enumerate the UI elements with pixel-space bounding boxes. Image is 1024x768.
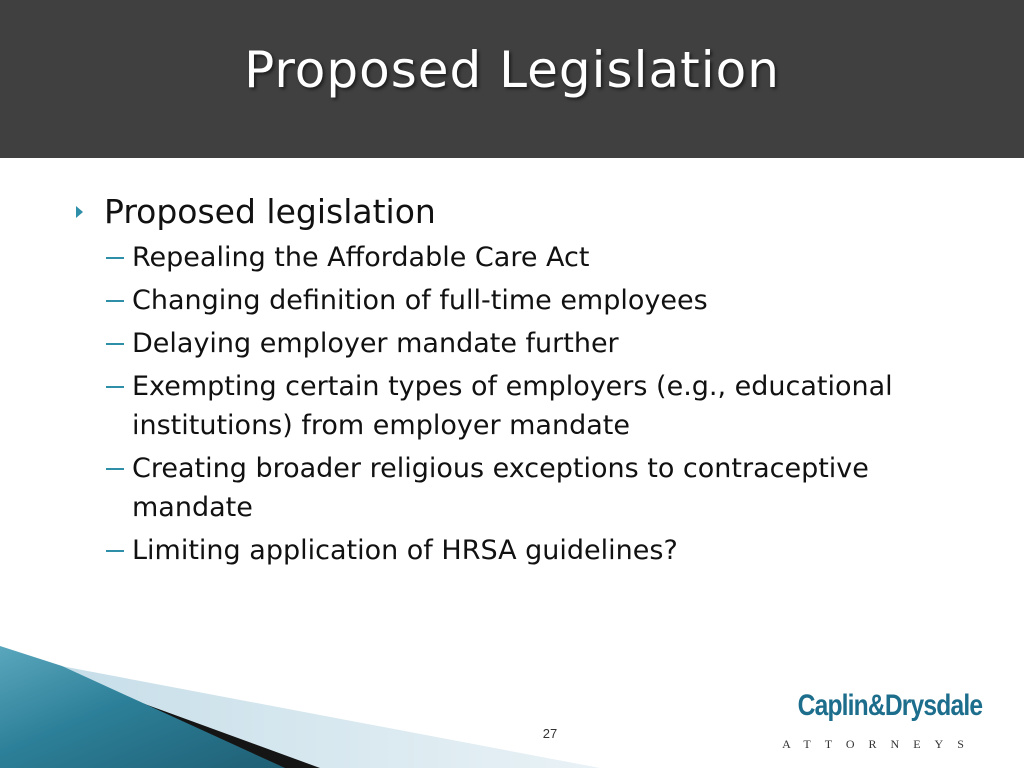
dash-icon [106, 300, 124, 302]
sub-bullet-item [74, 281, 974, 320]
sub-bullet-text: Delaying employer mandate further [132, 328, 619, 359]
sub-bullet-text: Repealing the Affordable Care Act [132, 242, 590, 273]
dash-icon [106, 257, 124, 259]
sub-bullet-list [74, 238, 974, 570]
company-logo [780, 688, 983, 758]
page-number: 27 [542, 726, 558, 741]
main-bullet [74, 190, 974, 234]
triangle-arrow-icon [76, 206, 83, 218]
sub-bullet-item [74, 238, 974, 277]
sub-bullet-text: Limiting application of HRSA guidelines? [132, 535, 678, 566]
main-bullet-text: Proposed legislation [104, 192, 436, 231]
sub-bullet-item [74, 324, 974, 363]
slide-content [74, 190, 974, 574]
dash-icon [106, 550, 124, 552]
logo-tagline: ATTORNEYS [782, 737, 978, 751]
slide-title: Proposed Legislation [244, 41, 780, 99]
sub-bullet-text: Changing definition of full-time employees [132, 285, 708, 316]
logo-wordmark: Caplin&Drysdale [797, 689, 983, 722]
title-bar [0, 0, 1024, 158]
sub-bullet-text: Exempting certain types of employers (e.g., educational institutions) from employer mandate [132, 371, 893, 441]
dash-icon [106, 386, 124, 388]
dash-icon [106, 468, 124, 470]
sub-bullet-item [74, 531, 974, 570]
sub-bullet-text: Creating broader religious exceptions to contraceptive mandate [132, 453, 869, 523]
sub-bullet-item [74, 449, 974, 527]
dash-icon [106, 343, 124, 345]
sub-bullet-item [74, 367, 974, 445]
